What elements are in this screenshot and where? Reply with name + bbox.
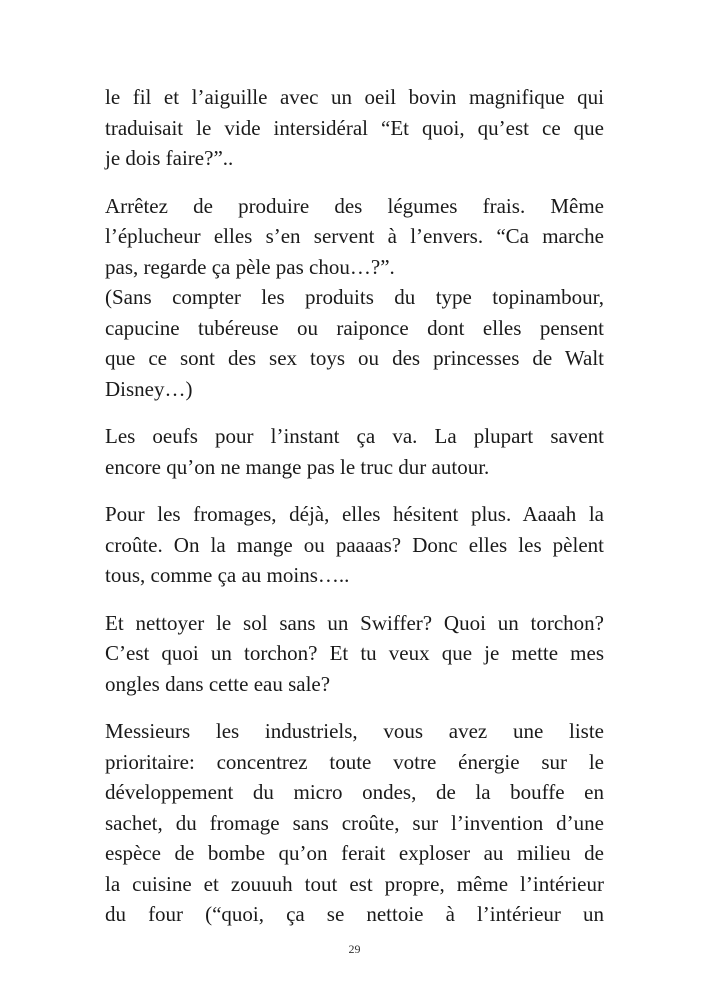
paragraph-needle: [105, 82, 604, 174]
text-line: l’éplucheur elles s’en servent à l’envers. “Ca marche: [105, 224, 604, 248]
text-line: capucine tubéreuse ou raiponce dont elles pensent: [105, 315, 604, 340]
text-line: Messieurs les industriels, vous avez une liste: [105, 719, 604, 743]
text-line: développement du micro ondes, de la bouffe en: [105, 780, 604, 804]
text-line: Et nettoyer le sol sans un Swiffer? Quoi un torchon?: [105, 610, 604, 635]
text-line: prioritaire: concentrez toute votre énergie sur le: [105, 749, 604, 774]
text-line: que ce sont des sex toys ou des princesses de Walt: [105, 346, 604, 370]
text-line: sachet, du fromage sans croûte, sur l’invention d’une: [105, 810, 604, 835]
text-line: pas, regarde ça pèle pas chou…?”.: [105, 254, 395, 279]
text-line: Les oeufs pour l’instant ça va. La plupart savent: [105, 424, 604, 448]
text-line: espèce de bombe qu’on ferait exploser au milieu de: [105, 841, 604, 865]
paragraph-cheese: [105, 499, 604, 591]
text-line: du four (“quoi, ça se nettoie à l’intérieur un: [105, 902, 604, 926]
text-line: croûte. On la mange ou paaaas? Donc elles les pèlent: [105, 532, 604, 557]
text-line: tous, comme ça au moins…..: [105, 563, 350, 587]
text-line: Disney…): [105, 376, 193, 401]
text-line: Arrêtez de produire des légumes frais. Même: [105, 193, 604, 218]
page-body: [105, 82, 604, 947]
text-line: Pour les fromages, déjà, elles hésitent plus. Aaaah la: [105, 502, 604, 526]
paragraph-floor: [105, 608, 604, 700]
text-line: ongles dans cette eau sale?: [105, 671, 331, 696]
text-line: (Sans compter les produits du type topinambour,: [105, 285, 604, 309]
page-number: 29: [348, 942, 361, 956]
text-line: le fil et l’aiguille avec un oeil bovin magnifique qui: [105, 85, 604, 109]
text-line: C’est quoi un torchon? Et tu veux que je mette mes: [105, 641, 604, 665]
text-line: je dois faire?”..: [105, 146, 234, 170]
paragraph-vegetables: [105, 191, 604, 405]
paragraph-eggs: [105, 421, 604, 482]
paragraph-industrials: [105, 716, 604, 930]
text-line: encore qu’on ne mange pas le truc dur autour.: [105, 454, 490, 479]
text-line: la cuisine et zouuuh tout est propre, même l’intérieur: [105, 871, 604, 896]
text-line: traduisait le vide intersidéral “Et quoi, qu’est ce que: [105, 115, 604, 140]
